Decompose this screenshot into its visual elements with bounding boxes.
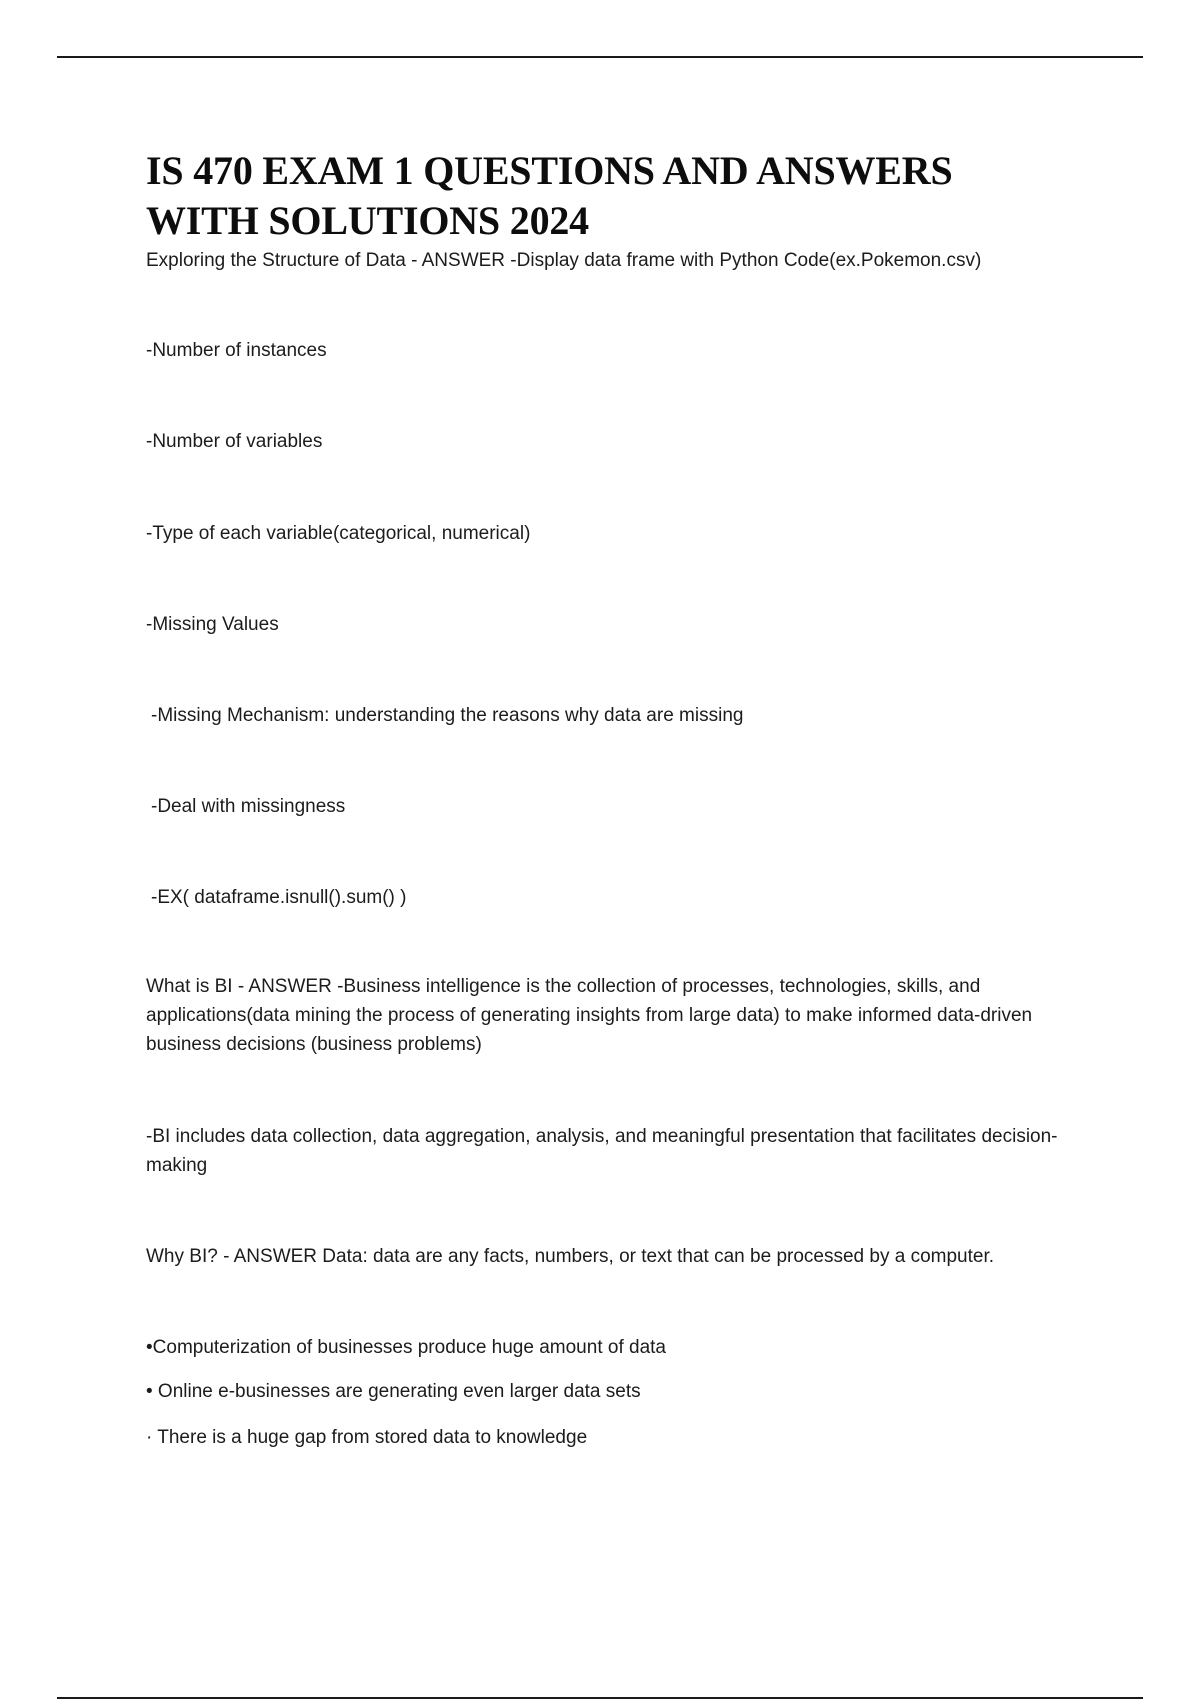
- title-line-1: IS 470 EXAM 1 QUESTIONS AND ANSWERS: [146, 148, 953, 193]
- bullet-computerization: •Computerization of businesses produce huge amount of data: [146, 1337, 666, 1358]
- paragraph-number-instances: -Number of instances: [146, 340, 327, 361]
- paragraph-why-bi: Why BI? - ANSWER Data: data are any facts, numbers, or text that can be processed by a computer.: [146, 1246, 995, 1267]
- paragraph-missing-mechanism: -Missing Mechanism: understanding the reasons why data are missing: [151, 705, 744, 726]
- paragraph-bi-includes: -BI includes data collection, data aggregation, analysis, and meaningful presentation that facilitates decision-making: [146, 1126, 1058, 1176]
- paragraph-isnull-example: -EX( dataframe.isnull().sum() ): [151, 887, 407, 908]
- paragraph-deal-missingness: -Deal with missingness: [151, 796, 346, 817]
- bullet-online-ebusinesses: • Online e-businesses are generating even larger data sets: [146, 1381, 641, 1402]
- paragraph-exploring-structure: Exploring the Structure of Data - ANSWER -Display data frame with Python Code(ex.Pokemon.csv): [146, 250, 982, 271]
- paragraph-type-variable: -Type of each variable(categorical, numerical): [146, 523, 531, 544]
- paragraph-missing-values: -Missing Values: [146, 614, 279, 635]
- paragraph-what-is-bi: What is BI - ANSWER -Business intelligence is the collection of processes, technologies, skills, and applications(data mining the process of generating insights from large data) to make informed data-driven business decisions (business problems): [146, 976, 1033, 1055]
- document-title: [146, 146, 1066, 246]
- document-body: [146, 146, 1066, 1448]
- top-rule: [57, 56, 1143, 58]
- bullet-huge-gap: · There is a huge gap from stored data to knowledge: [146, 1427, 588, 1448]
- title-line-2: WITH SOLUTIONS 2024: [146, 198, 589, 243]
- paragraph-number-variables: -Number of variables: [146, 431, 323, 452]
- bottom-rule: [57, 1697, 1143, 1699]
